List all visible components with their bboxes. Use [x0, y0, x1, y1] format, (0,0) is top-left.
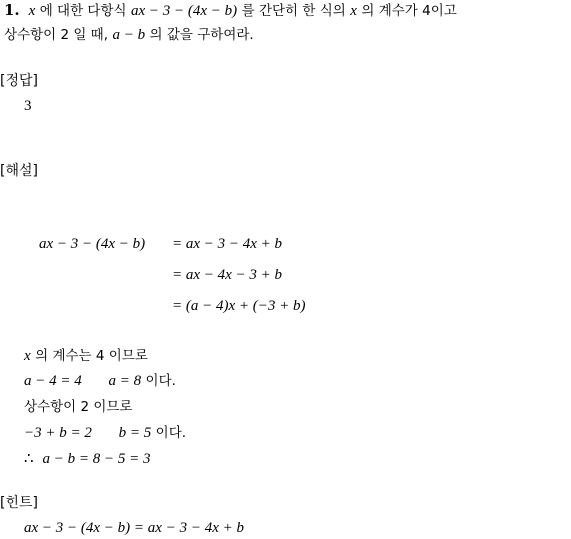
- solution-step-4-text: 이다.: [155, 425, 187, 441]
- solution-step-1-var: x: [24, 348, 31, 364]
- problem-var-x-2: x: [350, 3, 357, 19]
- problem-text-1: 에 대한 다항식: [39, 3, 127, 19]
- problem-expression: ax − 3 − (4x − b): [131, 3, 238, 19]
- solution-step-1-text: 의 계수는 4 이므로: [35, 348, 148, 364]
- problem-number: 1.: [4, 1, 20, 19]
- problem-expression-ab: a − b: [112, 27, 146, 43]
- solution-step-4-eq-a: −3 + b = 2: [24, 425, 92, 441]
- solution-step-2: [24, 372, 176, 390]
- solution-final-eq: a − b = 8 − 5 = 3: [42, 451, 151, 467]
- solution-eq-3: = (a − 4)x + (−3 + b): [172, 298, 306, 314]
- solution-step-1: [24, 347, 148, 365]
- solution-eq-1: = ax − 3 − 4x + b: [172, 236, 283, 252]
- solution-step-2-eq-b: a = 8: [108, 373, 142, 389]
- solution-step-3: 상수항이 2 이므로: [24, 399, 133, 415]
- solution-heading: [해설]: [0, 163, 38, 179]
- problem-line-2: [4, 26, 254, 44]
- answer-heading: [정답]: [0, 73, 38, 89]
- therefore-symbol: ∴: [24, 451, 34, 467]
- problem-text-3: 의 계수가 4이고: [361, 3, 457, 19]
- problem-text-4: 상수항이 2 일 때,: [4, 27, 108, 43]
- answer-value: 3: [24, 98, 32, 114]
- hint-heading: [힌트]: [0, 495, 38, 511]
- problem-text-2: 를 간단히 한 식의: [241, 3, 346, 19]
- solution-step-4-eq-b: b = 5: [118, 425, 152, 441]
- solution-step-2-eq-a: a − 4 = 4: [24, 373, 82, 389]
- problem-text-5: 의 값을 구하여라.: [149, 27, 254, 43]
- hint-equation: ax − 3 − (4x − b) = ax − 3 − 4x + b: [24, 520, 244, 536]
- solution-eq-lhs: ax − 3 − (4x − b): [39, 236, 146, 252]
- solution-step-4: [24, 424, 186, 442]
- solution-eq-2: = ax − 4x − 3 + b: [172, 267, 283, 283]
- solution-step-5: [24, 450, 150, 468]
- problem-var-x: x: [28, 3, 36, 19]
- problem-line-1: [4, 1, 457, 20]
- solution-step-2-text: 이다.: [145, 373, 176, 389]
